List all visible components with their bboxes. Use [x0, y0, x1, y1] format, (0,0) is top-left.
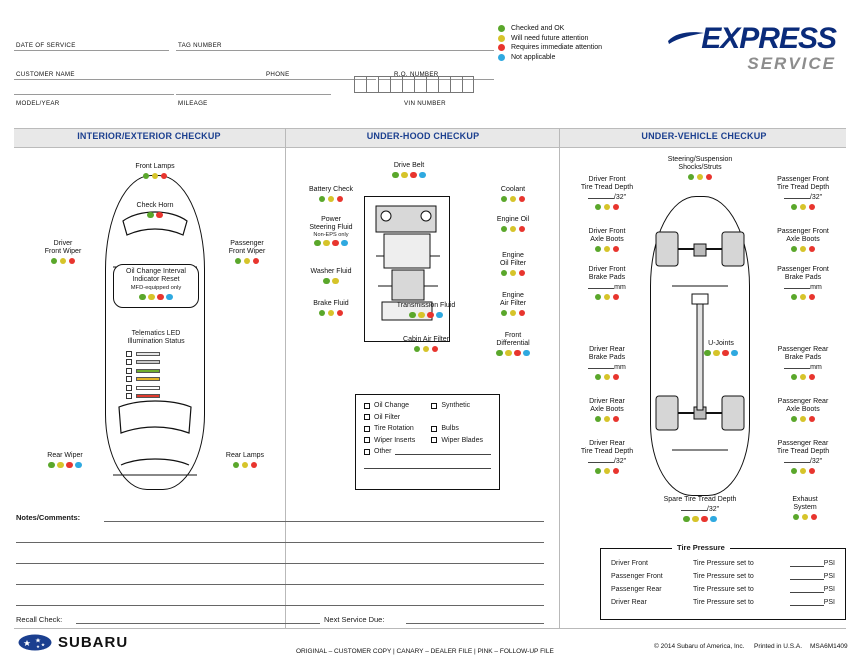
header-fields [14, 28, 494, 113]
vin-boxes[interactable] [354, 76, 474, 93]
checklist-item-oil-filter[interactable]: Oil Filter [364, 414, 431, 421]
telematics-bar-1 [136, 352, 160, 356]
legend-dot-yellow-icon [498, 35, 505, 42]
item-steering-suspension[interactable]: Steering/Suspension Shocks/Struts [640, 156, 760, 180]
item-driver-front-wiper[interactable]: Driver Front Wiper [32, 240, 94, 264]
field-label-model-year: MODEL/YEAR [16, 100, 60, 107]
other-write-in-line[interactable] [395, 448, 491, 455]
item-driver-front-axle-boots[interactable]: Driver Front Axle Boots [566, 228, 648, 252]
column-divider-2 [559, 128, 560, 628]
tire-pressure-row[interactable]: Passenger Rear Tire Pressure set to PSI [611, 586, 835, 593]
checkbox-oil-change[interactable] [364, 403, 370, 409]
recall-check-line[interactable] [76, 623, 320, 624]
telematics-bar-6 [136, 394, 160, 398]
item-coolant[interactable]: Coolant [480, 186, 546, 202]
checkbox-tire-rotation[interactable] [364, 426, 370, 432]
footer-code: MSA6M1409 [810, 643, 848, 650]
notes-line-2[interactable] [16, 542, 544, 543]
checklist-item-wiper-inserts[interactable]: Wiper Inserts [364, 437, 431, 444]
item-oil-change-interval-reset[interactable] [113, 264, 199, 308]
checklist-item-synthetic[interactable]: Synthetic [431, 402, 491, 409]
item-u-joints[interactable]: U-Joints [690, 340, 752, 356]
item-cabin-air-filter[interactable]: Cabin Air Filter [378, 336, 474, 352]
item-passenger-front-brake-pads[interactable]: Passenger Front Brake Pads mm [758, 266, 848, 300]
item-driver-front-tire-tread[interactable]: Driver Front Tire Tread Depth /32" [566, 176, 648, 210]
tire-pressure-title: Tire Pressure [672, 543, 730, 552]
item-telematics-led-status[interactable] [108, 330, 204, 402]
other-write-in-line-2[interactable] [364, 460, 491, 469]
telematics-checkbox-4[interactable] [126, 376, 132, 382]
column-title-underhood: UNDER-HOOD CHECKUP [366, 131, 480, 141]
checklist-item-oil-change[interactable]: Oil Change [364, 402, 431, 409]
item-brake-fluid[interactable]: Brake Fluid [294, 300, 368, 316]
checkbox-oil-filter[interactable] [364, 414, 370, 420]
field-label-mileage: MILEAGE [178, 100, 208, 107]
item-driver-rear-axle-boots[interactable]: Driver Rear Axle Boots [566, 398, 648, 422]
notes-line-3[interactable] [16, 563, 544, 564]
notes-line-5[interactable] [16, 605, 544, 606]
tire-pressure-row[interactable]: Driver Rear Tire Pressure set to PSI [611, 599, 835, 606]
item-check-horn[interactable]: Check Horn [106, 202, 204, 218]
column-divider-1 [285, 128, 286, 628]
item-power-steering-fluid[interactable]: Power Steering Fluid Non-EPS only [294, 216, 368, 246]
item-passenger-rear-axle-boots[interactable]: Passenger Rear Axle Boots [758, 398, 848, 422]
telematics-checkbox-1[interactable] [126, 351, 132, 357]
item-passenger-rear-brake-pads[interactable]: Passenger Rear Brake Pads mm [758, 346, 848, 380]
oil-change-sub: MFD-equipped only [130, 284, 182, 291]
field-line-model-year[interactable] [14, 94, 174, 95]
notes-line-4[interactable] [16, 584, 544, 585]
checkbox-bulbs[interactable] [431, 426, 437, 432]
item-passenger-front-wiper[interactable]: Passenger Front Wiper [212, 240, 282, 264]
logo-express-text: EXPRESS [701, 22, 836, 55]
item-battery-check[interactable]: Battery Check [294, 186, 368, 202]
item-passenger-front-tire-tread[interactable]: Passenger Front Tire Tread Depth /32" [758, 176, 848, 210]
logo-service-text: SERVICE [747, 54, 836, 73]
telematics-bar-3 [136, 369, 160, 373]
field-line-tag-number[interactable] [176, 50, 494, 51]
field-label-ro-number: R.O. NUMBER [394, 71, 439, 78]
next-service-line[interactable] [406, 623, 544, 624]
checklist-item-wiper-blades[interactable]: Wiper Blades [431, 437, 491, 444]
footer-printed: Printed in U.S.A. [754, 643, 803, 650]
item-engine-air-filter[interactable]: Engine Air Filter [480, 292, 546, 316]
legend-label-ok: Checked and OK [511, 25, 565, 32]
checkbox-synthetic[interactable] [431, 403, 437, 409]
column-title-interior: INTERIOR/EXTERIOR CHECKUP [77, 131, 221, 141]
telematics-bar-2 [136, 360, 160, 364]
legend-item-future [498, 35, 678, 42]
checkbox-wiper-inserts[interactable] [364, 437, 370, 443]
item-rear-wiper[interactable]: Rear Wiper [30, 452, 100, 468]
field-label-phone: PHONE [266, 71, 290, 78]
tire-pressure-row[interactable]: Driver Front Tire Pressure set to PSI [611, 560, 835, 567]
legend-dot-blue-icon [498, 54, 505, 61]
item-transmission-fluid[interactable]: Transmission Fluid [378, 302, 474, 318]
item-drive-belt[interactable]: Drive Belt [372, 162, 446, 178]
telematics-checkbox-3[interactable] [126, 368, 132, 374]
subaru-logo [18, 634, 128, 651]
telematics-line2: Illumination Status [127, 338, 185, 346]
telematics-checkbox-2[interactable] [126, 359, 132, 365]
oil-change-line2: Indicator Reset [132, 276, 180, 284]
tire-pressure-row[interactable]: Passenger Front Tire Pressure set to PSI [611, 573, 835, 580]
telematics-bar-5 [136, 386, 160, 390]
checklist-item-bulbs[interactable]: Bulbs [431, 425, 491, 432]
item-driver-rear-brake-pads[interactable]: Driver Rear Brake Pads mm [566, 346, 648, 380]
oil-change-line1: Oil Change Interval [126, 268, 186, 275]
item-passenger-rear-tire-tread[interactable]: Passenger Rear Tire Tread Depth /32" [758, 440, 848, 474]
recall-check-label: Recall Check: [16, 615, 63, 624]
telematics-line1: Telematics LED [131, 330, 181, 337]
footer-divider [14, 628, 846, 629]
item-engine-oil[interactable]: Engine Oil [480, 216, 546, 232]
field-line-customer-name[interactable] [14, 79, 264, 80]
notes-line-1[interactable] [104, 521, 544, 522]
item-exhaust-system[interactable]: Exhaust System [772, 496, 838, 520]
item-washer-fluid[interactable]: Washer Fluid [294, 268, 368, 284]
item-engine-oil-filter[interactable]: Engine Oil Filter [480, 252, 546, 276]
item-rear-lamps[interactable]: Rear Lamps [210, 452, 280, 468]
legend-item-immediate [498, 44, 678, 51]
item-spare-tire-tread[interactable]: Spare Tire Tread Depth /32" [630, 496, 770, 522]
legend-label-immediate: Requires immediate attention [511, 44, 603, 51]
checklist-item-other[interactable]: Other [364, 448, 491, 455]
telematics-bar-4 [136, 377, 160, 381]
swoosh-icon [666, 30, 706, 46]
field-label-vin-number: VIN NUMBER [404, 100, 446, 107]
subaru-star-cluster-icon [18, 634, 52, 651]
legend-item-na [498, 54, 678, 61]
legend [498, 25, 678, 63]
telematics-checkbox-5[interactable] [126, 385, 132, 391]
telematics-checkbox-6[interactable] [126, 393, 132, 399]
field-label-tag-number: TAG NUMBER [178, 42, 222, 49]
legend-label-future: Will need future attention [511, 34, 589, 42]
express-service-logo [656, 24, 836, 72]
footer-copyright: © 2014 Subaru of America, Inc. [654, 643, 745, 650]
tire-pressure-box [600, 548, 846, 620]
item-passenger-front-axle-boots[interactable]: Passenger Front Axle Boots [758, 228, 848, 252]
item-driver-front-brake-pads[interactable]: Driver Front Brake Pads mm [566, 266, 648, 300]
item-driver-rear-tire-tread[interactable]: Driver Rear Tire Tread Depth /32" [566, 440, 648, 474]
field-label-customer-name: CUSTOMER NAME [16, 71, 75, 78]
legend-label-na: Not applicable [511, 53, 556, 61]
legend-dot-red-icon [498, 44, 505, 51]
checkbox-other[interactable] [364, 449, 370, 455]
field-line-mileage[interactable] [176, 94, 331, 95]
item-front-differential[interactable]: Front Differential [480, 332, 546, 356]
notes-label: Notes/Comments: [16, 513, 81, 522]
field-line-date-of-service[interactable] [14, 50, 169, 51]
checkbox-wiper-blades[interactable] [431, 437, 437, 443]
legend-item-ok [498, 25, 678, 32]
legend-dot-green-icon [498, 25, 505, 32]
item-front-lamps[interactable]: Front Lamps [106, 163, 204, 179]
engine-details-graphic [364, 196, 450, 342]
footer-copies-text: ORIGINAL – CUSTOMER COPY | CANARY – DEALER FILE | PINK – FOLLOW-UP FILE [296, 648, 554, 655]
service-checklist-box [355, 394, 500, 490]
checklist-item-tire-rotation[interactable]: Tire Rotation [364, 425, 431, 432]
next-service-label: Next Service Due: [324, 615, 385, 624]
subaru-wordmark: SUBARU [58, 634, 129, 651]
field-label-date-of-service: DATE OF SERVICE [16, 42, 76, 49]
column-title-undervehicle: UNDER-VEHICLE CHECKUP [641, 131, 767, 141]
